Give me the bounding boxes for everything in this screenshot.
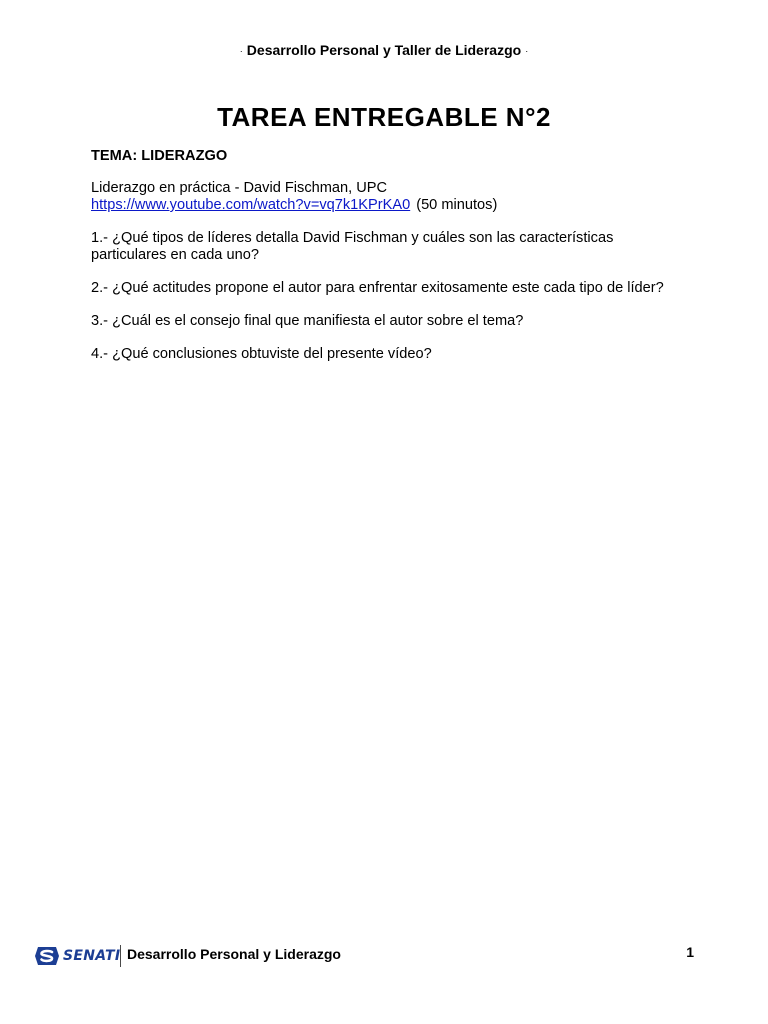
page-footer <box>34 943 694 969</box>
senati-logo <box>34 944 120 968</box>
document-title: TAREA ENTREGABLE N°2 <box>217 102 551 132</box>
video-duration: (50 minutos) <box>416 197 498 213</box>
header-bullet-right: · <box>525 46 529 57</box>
question-1: 1.- ¿Qué tipos de líderes detalla David Fischman y cuáles son las características particulares en cada uno? <box>91 230 614 263</box>
reference-line <box>91 197 681 214</box>
logo-text: SENATI <box>63 948 121 964</box>
youtube-link[interactable]: https://www.youtube.com/watch?v=vq7k1KPrKA0 <box>91 197 411 213</box>
footer-course-title: Desarrollo Personal y Liderazgo <box>127 946 341 962</box>
question-4: 4.- ¿Qué conclusiones obtuviste del presente vídeo? <box>91 346 432 362</box>
page-number: 1 <box>686 944 694 960</box>
video-reference <box>91 180 681 214</box>
header-bullet-left: · <box>239 46 243 57</box>
document-body <box>91 148 681 379</box>
question-2: 2.- ¿Qué actitudes propone el autor para enfrentar exitosamente este cada tipo de líder? <box>91 280 664 296</box>
question-3: 3.- ¿Cuál es el consejo final que manifiesta el autor sobre el tema? <box>91 313 524 329</box>
running-header <box>0 42 768 58</box>
footer-divider <box>120 945 121 967</box>
reference-label: Liderazgo en práctica - David Fischman, UPC <box>91 180 388 196</box>
senati-emblem-icon <box>34 946 60 966</box>
topic-heading: TEMA: LIDERAZGO <box>91 148 228 164</box>
running-header-title: Desarrollo Personal y Taller de Liderazgo <box>246 42 522 58</box>
